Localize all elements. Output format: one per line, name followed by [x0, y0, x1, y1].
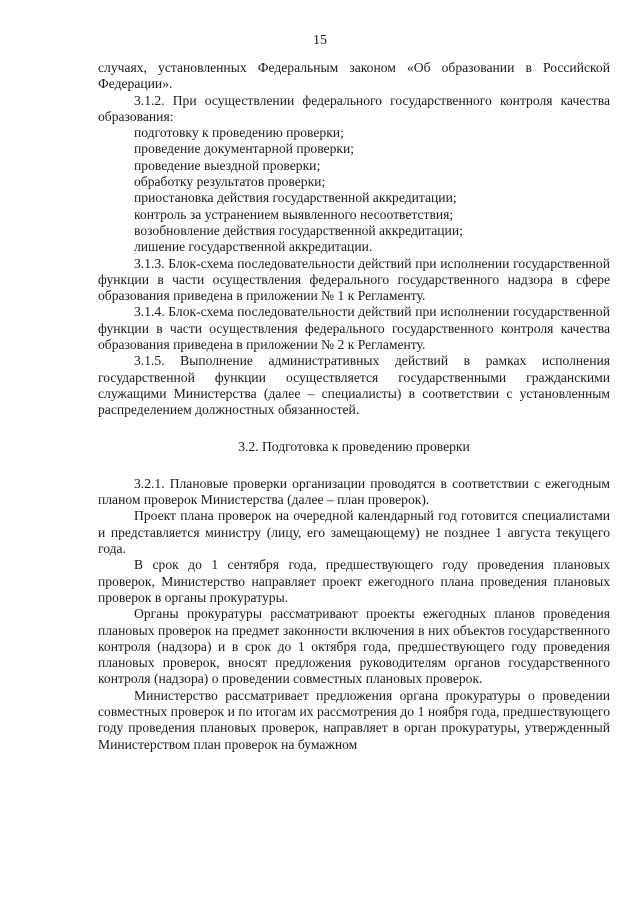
paragraph-3-2-1: 3.2.1. Плановые проверки организации проводятся в соответствии с ежегодным планом проверок Министерства (далее – план проверок).	[98, 475, 610, 508]
paragraph-continuation: случаях, установленных Федеральным законом «Об образовании в Российской Федерации».	[98, 60, 610, 92]
list-item: проведение документарной проверки;	[134, 141, 355, 157]
page-number: 15	[313, 33, 327, 48]
list-item: проведение выездной проверки;	[134, 157, 321, 173]
paragraph-3-1-4: 3.1.4. Блок-схема последовательности действий при исполнении государственной функции в части осуществления федерального государственного контроля качества образования приведена в приложении № 2 к Регламенту.	[98, 304, 610, 353]
document-body	[98, 60, 610, 753]
section-title: 3.2. Подготовка к проведению проверки	[238, 438, 470, 454]
paragraph: Министерство рассматривает предложения органа прокуратуры о проведении совместных проверок и по итогам их рассмотрения до 1 ноября года, предшествующего году проведения плановых проверок, направляет в орган прокуратуры, утвержденный Министерством план проверок на бумажном	[98, 687, 610, 752]
paragraph: В срок до 1 сентября года, предшествующего году проведения плановых проверок, Министерство направляет проект ежегодного плана проведения плановых проверок в органы прокуратуры.	[98, 557, 610, 605]
list-item: контроль за устранением выявленного несоответствия;	[134, 206, 454, 222]
paragraph: Проект плана проверок на очередной календарный год готовится специалистами и представляется министру (лицу, его замещающему) не позднее 1 августа текущего года.	[98, 508, 610, 557]
paragraph-3-1-5: 3.1.5. Выполнение административных действий в рамках исполнения государственной функции осуществляется государственными гражданскими служащими Министерства (далее – специалисты) в соответствии с установленным распределением должностных обязанностей.	[98, 353, 610, 418]
list-item: приостановка действия государственной аккредитации;	[134, 190, 457, 206]
list-item: лишение государственной аккредитации.	[134, 239, 373, 255]
inspection-steps-list	[98, 125, 610, 255]
list-item: обработку результатов проверки;	[134, 174, 326, 190]
paragraph-3-1-3: 3.1.3. Блок-схема последовательности действий при исполнении государственной функции в части осуществления федерального государственного надзора в сфере образования приведена в приложении № 1 к Регламенту.	[98, 255, 610, 304]
paragraph-3-1-2: 3.1.2. При осуществлении федерального государственного контроля качества образования:	[98, 92, 610, 124]
paragraph: Органы прокуратуры рассматривают проекты ежегодных планов проведения плановых проверок на предмет законности включения в них объектов государственного контроля (надзора) и в срок до 1 октября года, предшествующего году проведения плановых проверок, вносят предложения руководителям органов государственного контроля (надзора) о проведении совместных плановых проверок.	[98, 606, 610, 687]
list-item: подготовку к проведению проверки;	[134, 125, 344, 141]
list-item: возобновление действия государственной аккредитации;	[134, 222, 463, 238]
